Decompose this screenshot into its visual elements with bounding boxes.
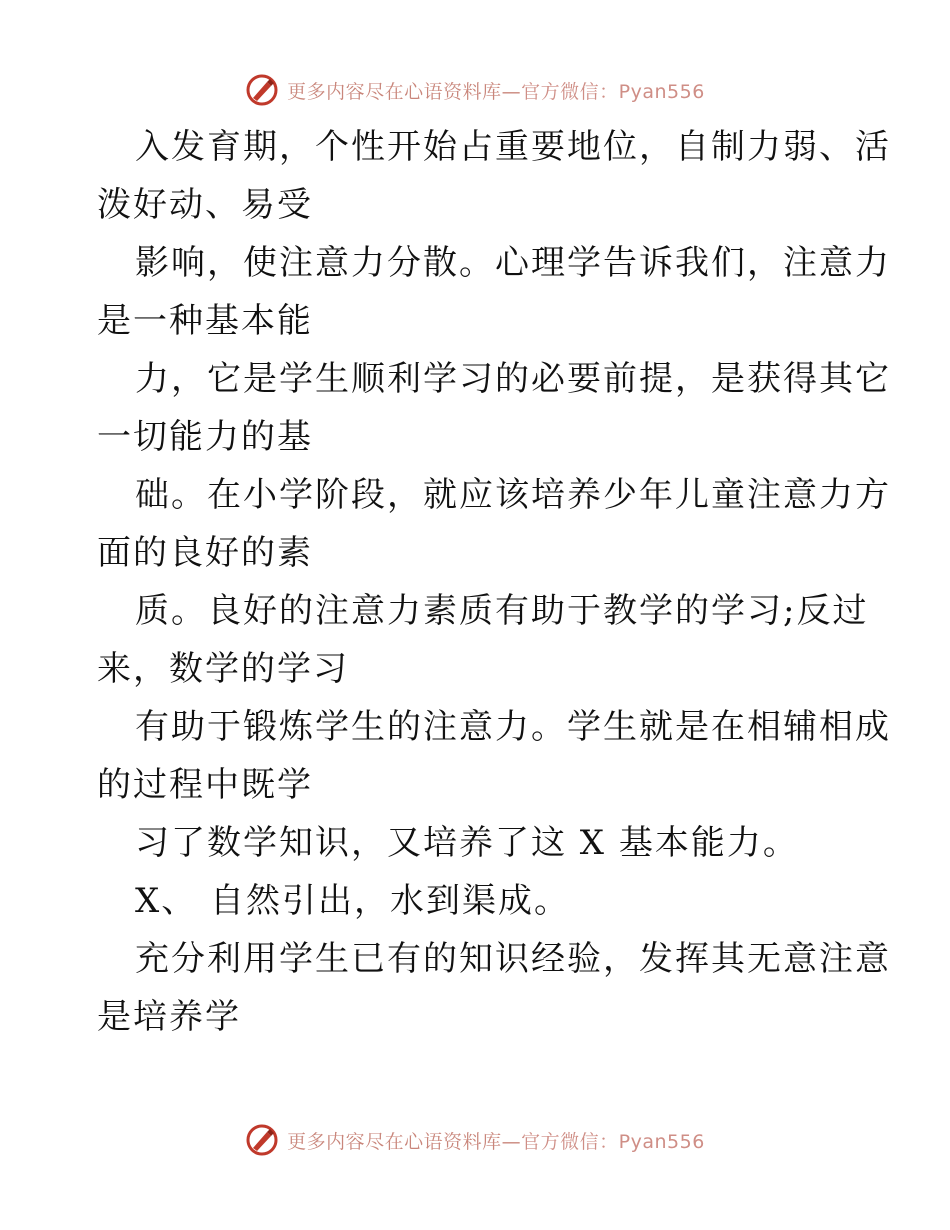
page-header — [0, 68, 950, 112]
body-line-11: 有助于锻炼学生的注意力。学生就是在相辅相成 — [135, 707, 891, 747]
body-line-12: 的过程中既学 — [97, 765, 313, 805]
footer-separator: — — [501, 1130, 522, 1153]
header-brand-name: 更多内容尽在心语资料库 — [287, 80, 502, 103]
body-line-6: 一切能力的基 — [97, 417, 313, 457]
header-brand-text — [287, 77, 705, 104]
body-line-7: 础。在小学阶段，就应该培养少年儿童注意力方 — [135, 475, 891, 515]
body-line-16: 是培养学 — [97, 997, 241, 1037]
document-body — [97, 118, 891, 1046]
header-separator: — — [501, 80, 522, 103]
footer-brand — [245, 1123, 705, 1157]
pen-logo-icon — [245, 73, 279, 107]
body-line-2: 泼好动、易受 — [97, 185, 313, 225]
page-footer — [0, 1118, 950, 1162]
header-wechat: 官方微信：Pyan556 — [521, 80, 705, 103]
body-line-10: 来，数学的学习 — [97, 649, 349, 689]
body-line-1: 入发育期，个性开始占重要地位，自制力弱、活 — [135, 127, 891, 167]
body-line-3: 影响，使注意力分散。心理学告诉我们，注意力 — [135, 243, 891, 283]
body-line-5: 力，它是学生顺利学习的必要前提，是获得其它 — [135, 359, 891, 399]
body-line-8: 面的良好的素 — [97, 533, 313, 573]
footer-brand-text — [287, 1127, 705, 1154]
body-line-13: 习了数学知识，又培养了这 X 基本能力。 — [135, 823, 799, 863]
footer-brand-name: 更多内容尽在心语资料库 — [287, 1130, 502, 1153]
body-line-14: X、 自然引出，水到渠成。 — [135, 881, 571, 921]
body-line-4: 是一种基本能 — [97, 301, 313, 341]
pen-logo-icon — [245, 1123, 279, 1157]
body-line-15: 充分利用学生已有的知识经验，发挥其无意注意 — [135, 939, 891, 979]
body-line-9: 质。良好的注意力素质有助于教学的学习;反过 — [135, 591, 869, 631]
header-brand — [245, 73, 705, 107]
footer-wechat: 官方微信：Pyan556 — [521, 1130, 705, 1153]
